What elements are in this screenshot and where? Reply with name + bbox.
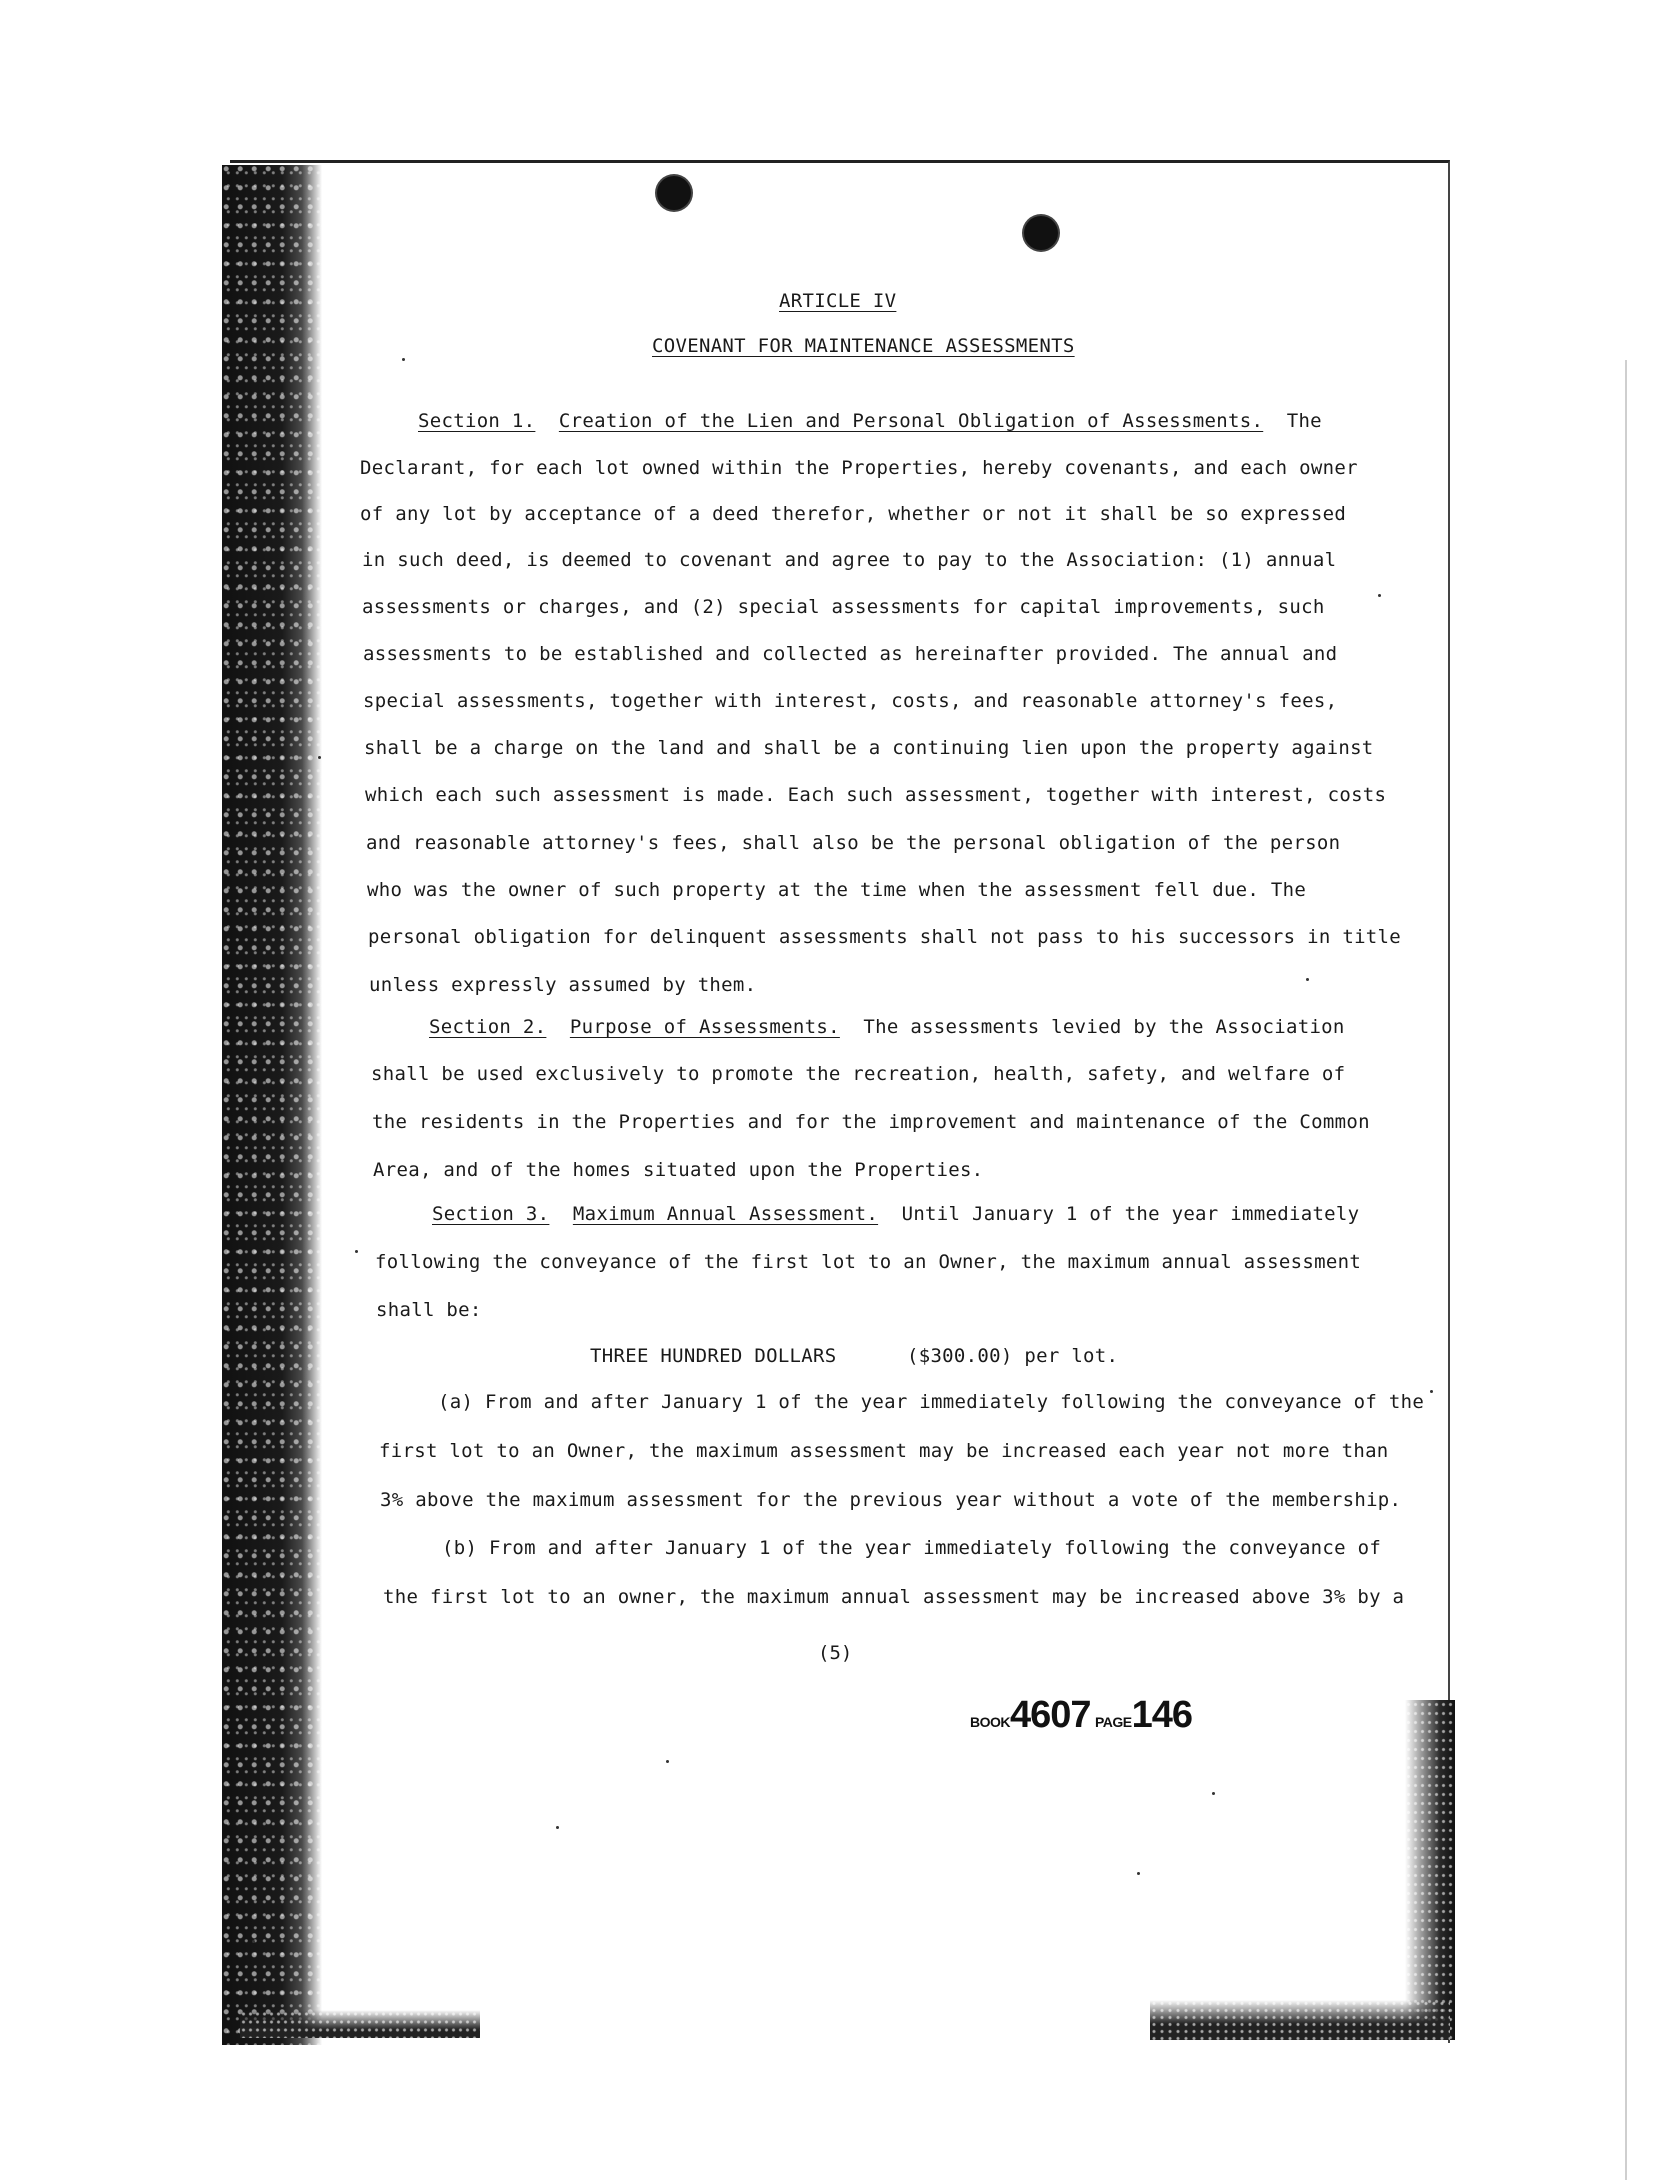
section-heading: Purpose of Assessments. — [569, 1016, 840, 1038]
body-line: shall be used exclusively to promote the recreation, health, safety, and welfare of — [371, 1063, 1346, 1085]
article-title: ARTICLE IV — [779, 290, 897, 312]
body-line: the residents in the Properties and for the improvement and maintenance of the Common — [372, 1111, 1370, 1133]
paragraph-a-line: (a) From and after January 1 of the year immediately following the conveyance of the — [438, 1391, 1425, 1413]
page-reference: 146 — [1131, 1694, 1193, 1736]
paragraph-a-line: 3% above the maximum assessment for the previous year without a vote of the membership. — [380, 1489, 1402, 1511]
scan-edge-left — [222, 165, 322, 2045]
body-line: assessments to be established and collected as hereinafter provided. The annual and — [363, 643, 1338, 665]
punch-hole — [657, 176, 691, 210]
body-line: following the conveyance of the first lot to an Owner, the maximum annual assessment — [375, 1251, 1362, 1273]
body-line: Area, and of the homes situated upon the Properties. — [373, 1159, 984, 1181]
scan-speck — [1212, 1792, 1215, 1795]
body-line: Declarant, for each lot owned within the Properties, hereby covenants, and each owner — [360, 457, 1358, 479]
body-text: The — [1286, 410, 1322, 432]
book-number: 4607 — [1010, 1694, 1091, 1736]
body-line: of any lot by acceptance of a deed therefor, whether or not it shall be so expressed — [360, 503, 1347, 525]
body-line: special assessments, together with interest, costs, and reasonable attorney's fees, — [363, 690, 1338, 712]
paragraph-b-line: (b) From and after January 1 of the year immediately following the conveyance of — [442, 1537, 1382, 1559]
amount-figure: ($300.00) per lot. — [906, 1345, 1119, 1367]
body-line: which each such assessment is made. Each such assessment, together with interest, costs — [365, 784, 1387, 806]
scan-speck — [1137, 1872, 1140, 1875]
page-label: PAGE — [1095, 1714, 1132, 1730]
paragraph-a-line: first lot to an Owner, the maximum assessment may be increased each year not more than — [379, 1440, 1389, 1462]
body-line: and reasonable attorney's fees, shall also be the personal obligation of the person — [366, 832, 1341, 854]
section-label: Section 3. — [432, 1203, 550, 1225]
scan-speck — [318, 756, 321, 759]
amount-words: THREE HUNDRED DOLLARS — [590, 1345, 837, 1367]
body-line: shall be a charge on the land and shall be a continuing lien upon the property against — [364, 737, 1374, 759]
paragraph-b-line: the first lot to an owner, the maximum annual assessment may be increased above 3% by a — [383, 1586, 1405, 1608]
scan-speck — [402, 358, 405, 361]
section-1-heading-line — [418, 410, 1322, 432]
scan-edge-right — [1405, 1700, 1455, 2040]
body-line: assessments or charges, and (2) special assessments for capital improvements, such — [362, 596, 1325, 618]
body-line: shall be: — [376, 1299, 482, 1321]
body-line: unless expressly assumed by them. — [369, 974, 757, 996]
section-3-heading-line — [432, 1203, 1359, 1225]
book-label: BOOK — [970, 1714, 1010, 1730]
body-line: who was the owner of such property at the time when the assessment fell due. The — [367, 879, 1307, 901]
body-line: personal obligation for delinquent assessments shall not pass to his successors in title — [368, 926, 1402, 948]
scanned-page-border — [230, 160, 1450, 2043]
scan-speck — [252, 1940, 255, 1943]
book-page-stamp — [970, 1694, 1192, 1737]
scan-speck — [355, 1250, 358, 1253]
scan-edge-line — [1625, 360, 1627, 2180]
article-subtitle: COVENANT FOR MAINTENANCE ASSESSMENTS — [652, 335, 1075, 357]
scan-speck — [1306, 978, 1309, 981]
scan-speck — [1378, 594, 1381, 597]
body-line: in such deed, is deemed to covenant and agree to pay to the Association: (1) annual — [362, 549, 1337, 571]
scan-speck — [1430, 1390, 1433, 1393]
section-heading: Creation of the Lien and Personal Obligation of Assessments. — [558, 410, 1264, 432]
section-2-heading-line — [429, 1016, 1345, 1038]
body-text: Until January 1 of the year immediately — [901, 1203, 1360, 1225]
body-text: The assessments levied by the Association — [863, 1016, 1345, 1038]
section-label: Section 1. — [418, 410, 536, 432]
punch-hole — [1024, 216, 1058, 250]
scan-edge-bottom-left — [240, 2010, 480, 2038]
scan-speck — [556, 1826, 559, 1829]
page-number: (5) — [818, 1642, 853, 1664]
assessment-amount — [590, 1345, 1118, 1367]
section-heading: Maximum Annual Assessment. — [572, 1203, 879, 1225]
section-label: Section 2. — [429, 1016, 547, 1038]
scan-speck — [666, 1760, 669, 1763]
scan-edge-bottom-right — [1150, 2000, 1450, 2040]
